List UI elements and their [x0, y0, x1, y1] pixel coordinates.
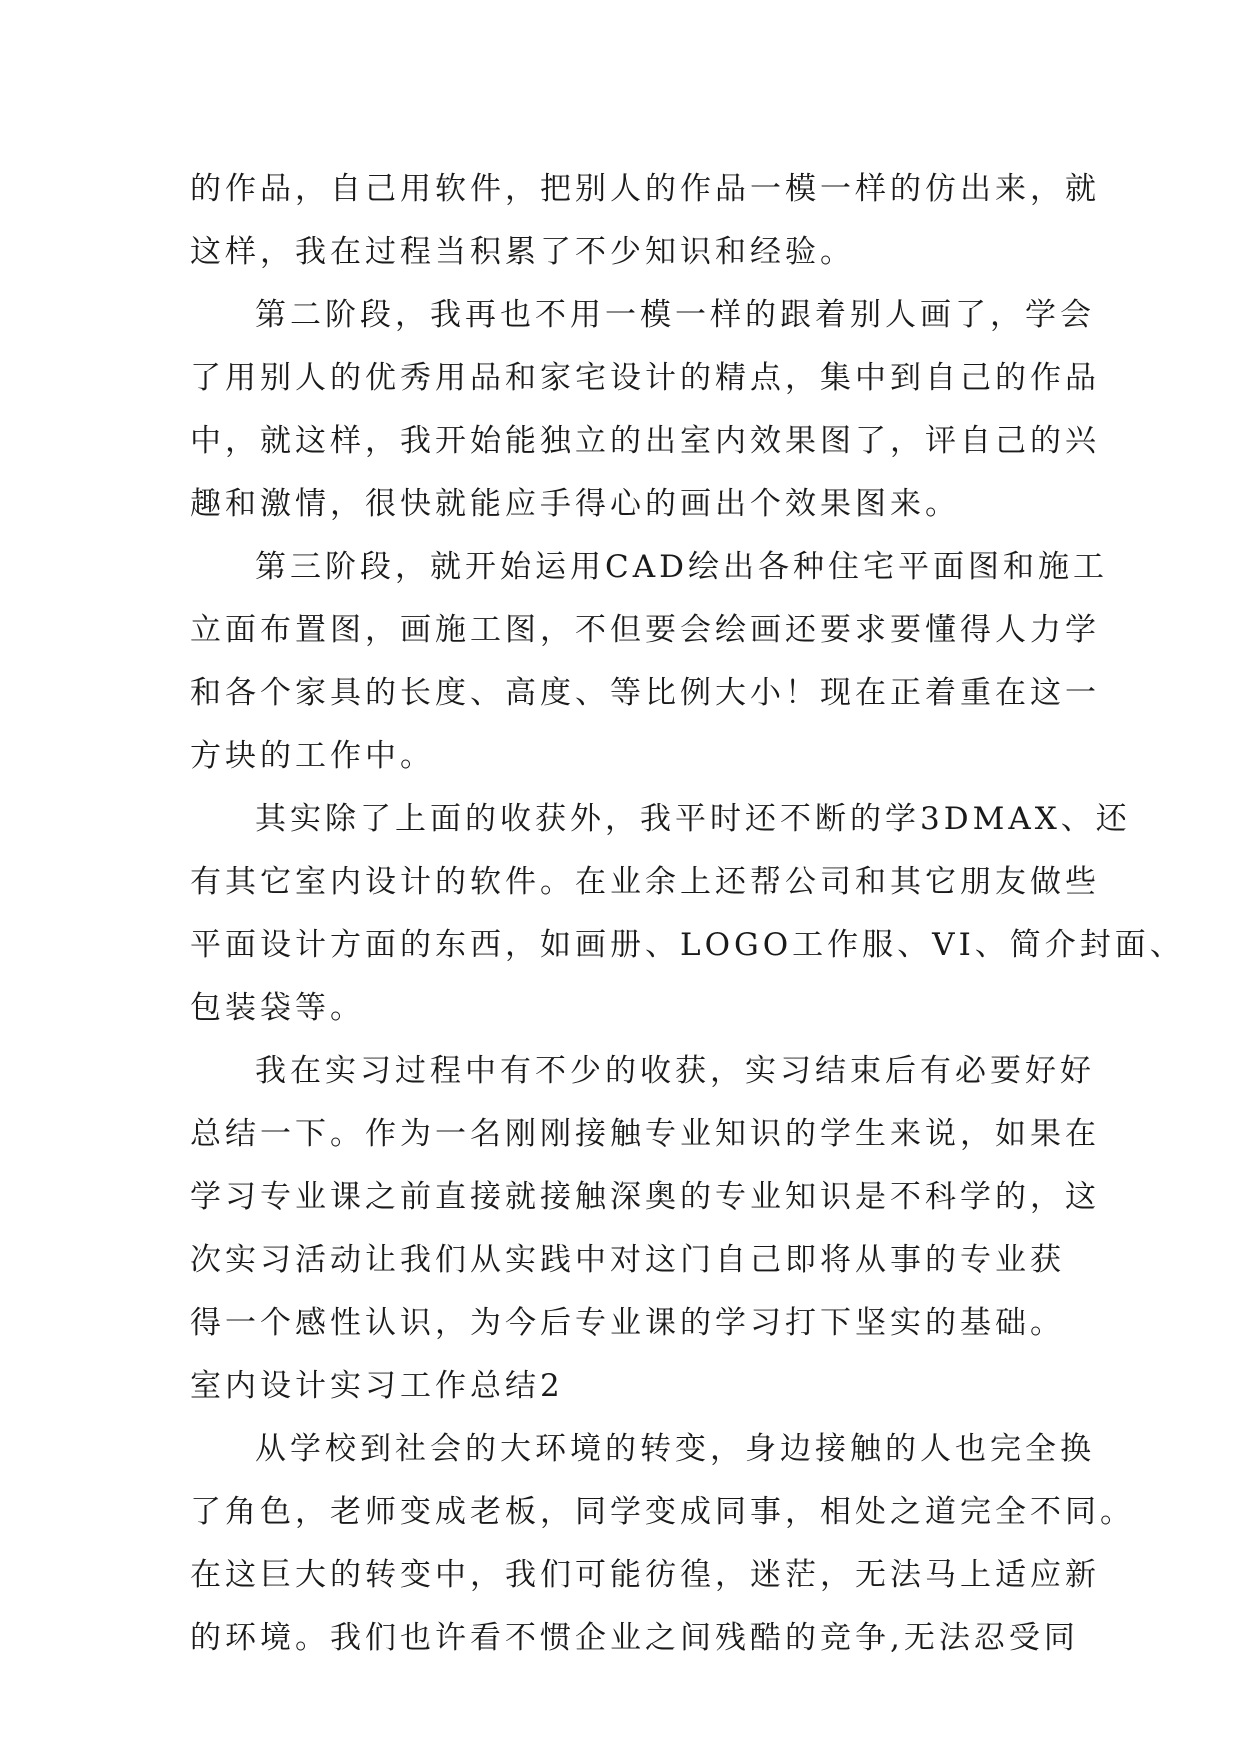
text-line: 中，就这样，我开始能独立的出室内效果图了，评自己的兴 [190, 423, 1100, 459]
paragraph-start-line: 第三阶段，就开始运用CAD绘出各种住宅平面图和施工 [255, 549, 1108, 585]
text-line: 趣和激情，很快就能应手得心的画出个效果图来。 [190, 486, 960, 522]
text-line: 总结一下。作为一名刚刚接触专业知识的学生来说，如果在 [190, 1116, 1100, 1152]
text-line: 立面布置图，画施工图，不但要会绘画还要求要懂得人力学 [190, 612, 1100, 648]
section-heading: 室内设计实习工作总结2 [190, 1368, 564, 1404]
text-line: 在这巨大的转变中，我们可能彷徨，迷茫，无法马上适应新 [190, 1557, 1100, 1593]
text-line: 了用别人的优秀用品和家宅设计的精点，集中到自己的作品 [190, 360, 1100, 396]
text-line: 学习专业课之前直接就接触深奥的专业知识是不科学的，这 [190, 1179, 1100, 1215]
text-line: 得一个感性认识，为今后专业课的学习打下坚实的基础。 [190, 1305, 1065, 1341]
paragraph-start-line: 第二阶段，我再也不用一模一样的跟着别人画了，学会 [255, 297, 1095, 333]
text-line: 这样，我在过程当积累了不少知识和经验。 [190, 234, 855, 270]
text-line: 次实习活动让我们从实践中对这门自己即将从事的专业获 [190, 1242, 1065, 1278]
text-line: 平面设计方面的东西，如画册、LOGO工作服、VI、简介封面、 [190, 927, 1185, 963]
text-line: 包装袋等。 [190, 990, 365, 1026]
text-line: 了角色，老师变成老板，同学变成同事，相处之道完全不同。 [190, 1494, 1135, 1530]
document-body [190, 158, 1185, 1670]
text-line: 的环境。我们也许看不惯企业之间残酷的竞争,无法忍受同 [190, 1620, 1079, 1656]
paragraph-start-line: 从学校到社会的大环境的转变，身边接触的人也完全换 [255, 1431, 1095, 1467]
text-line: 方块的工作中。 [190, 738, 435, 774]
paragraph-start-line: 我在实习过程中有不少的收获，实习结束后有必要好好 [255, 1053, 1095, 1089]
text-line: 和各个家具的长度、高度、等比例大小！现在正着重在这一 [190, 675, 1100, 711]
paragraph-start-line: 其实除了上面的收获外，我平时还不断的学3DMAX、还 [255, 801, 1131, 837]
text-line: 有其它室内设计的软件。在业余上还帮公司和其它朋友做些 [190, 864, 1100, 900]
text-line: 的作品，自己用软件，把别人的作品一模一样的仿出来，就 [190, 171, 1100, 207]
